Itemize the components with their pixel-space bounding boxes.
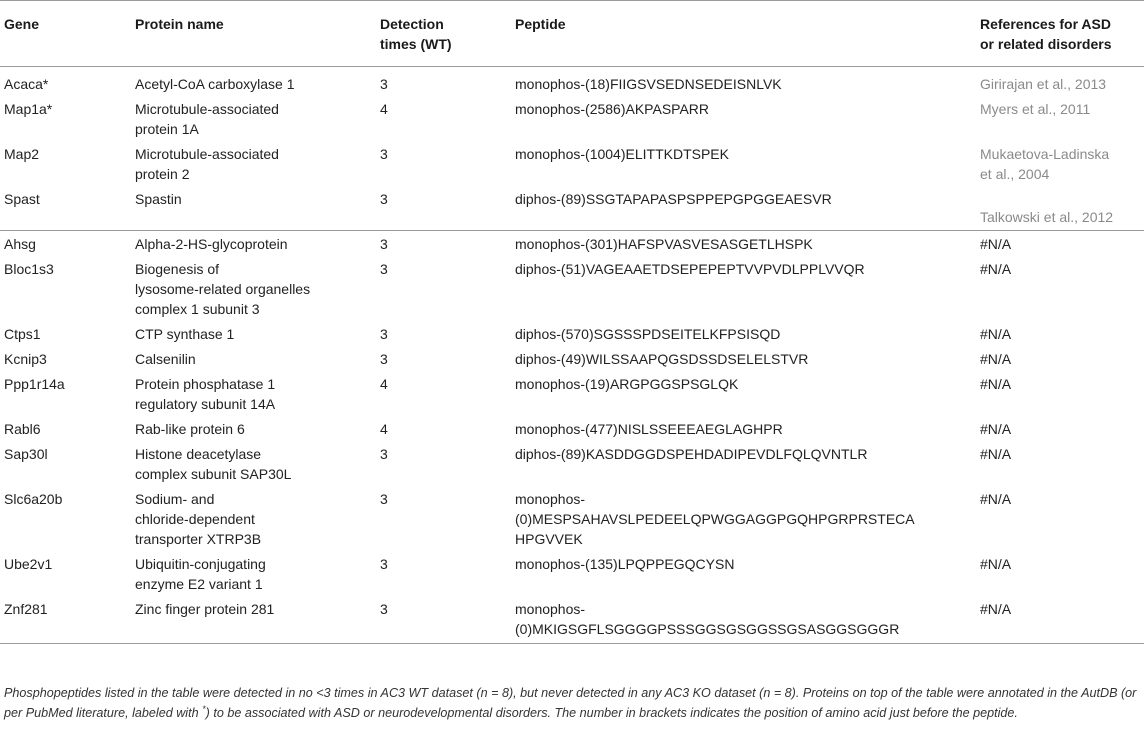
table-row (0, 371, 1144, 416)
table-row (0, 441, 1144, 486)
protein-name-line: CTP synthase 1 (135, 326, 235, 342)
detection-times-cell (380, 96, 515, 141)
reference-cell (980, 441, 1144, 486)
header-gene (0, 1, 135, 67)
protein-name-line: Spastin (135, 191, 182, 207)
protein-name-line: Rab-like protein 6 (135, 421, 245, 437)
protein-name-cell (135, 186, 380, 231)
footnote-asterisk: * (202, 703, 206, 714)
reference-cell (980, 321, 1144, 346)
protein-name-line: Calsenilin (135, 351, 196, 367)
reference-line: Talkowski et al., 2012 (980, 209, 1114, 225)
reference-line: #N/A (980, 236, 1012, 252)
detection-times-cell (380, 186, 515, 231)
protein-name-line: Alpha-2-HS-glycoprotein (135, 236, 288, 252)
gene-text: Ahsg (4, 236, 36, 252)
detection-times-text: 4 (380, 421, 388, 437)
gene-text: Kcnip3 (4, 351, 47, 367)
gene-text: Slc6a20b (4, 491, 63, 507)
gene-text: Znf281 (4, 601, 48, 617)
gene-cell (0, 67, 135, 97)
protein-name-cell (135, 416, 380, 441)
table-row (0, 96, 1144, 141)
gene-cell (0, 321, 135, 346)
protein-name-line: complex subunit SAP30L (135, 466, 292, 482)
protein-name-line: Biogenesis of (135, 261, 220, 277)
reference-line: #N/A (980, 326, 1012, 342)
protein-name-cell (135, 551, 380, 596)
protein-name-line: Protein phosphatase 1 (135, 376, 276, 392)
protein-name-line: chloride-dependent (135, 511, 255, 527)
header-protein-text: Protein name (135, 16, 224, 32)
peptide-cell (515, 186, 980, 231)
protein-name-line: Histone deacetylase (135, 446, 262, 462)
peptide-cell (515, 551, 980, 596)
detection-times-cell (380, 321, 515, 346)
reference-line: et al., 2004 (980, 166, 1050, 182)
header-peptide-text: Peptide (515, 16, 566, 32)
protein-name-line: Microtubule-associated (135, 101, 279, 117)
peptide-line: diphos-(89)KASDDGGDSPEHDADIPEVDLFQLQVNTLR (515, 446, 868, 462)
reference-cell (980, 67, 1144, 97)
peptide-cell (515, 96, 980, 141)
gene-text: Map1a* (4, 101, 53, 117)
protein-name-line: Microtubule-associated (135, 146, 279, 162)
reference-cell (980, 96, 1144, 141)
reference-line: Mukaetova-Ladinska (980, 146, 1110, 162)
gene-cell (0, 96, 135, 141)
reference-line: #N/A (980, 491, 1012, 507)
protein-name-line: Sodium- and (135, 491, 215, 507)
gene-text: Sap30l (4, 446, 48, 462)
detection-times-text: 3 (380, 236, 388, 252)
gene-text: Ppp1r14a (4, 376, 65, 392)
reference-line: #N/A (980, 421, 1012, 437)
table-footnote (4, 683, 1140, 723)
header-ref-line1: References for ASD (980, 16, 1111, 32)
detection-times-text: 3 (380, 191, 388, 207)
table-row (0, 346, 1144, 371)
detection-times-cell (380, 416, 515, 441)
detection-times-text: 4 (380, 101, 388, 117)
detection-times-text: 3 (380, 556, 388, 572)
gene-text: Map2 (4, 146, 40, 162)
footnote-text-part1: Phosphopeptides listed in the table were detected in no <3 times in AC3 WT dataset (n = 8), but never detected in any AC3 KO dataset (n = 8). Proteins on top of the table were annotated in the AutDB (or per PubMed literature, labeled with (4, 686, 1137, 720)
reference-cell (980, 371, 1144, 416)
peptide-cell (515, 231, 980, 257)
reference-cell (980, 186, 1144, 231)
protein-name-cell (135, 371, 380, 416)
detection-times-cell (380, 346, 515, 371)
table-row (0, 551, 1144, 596)
peptide-line: monophos- (515, 601, 586, 617)
protein-name-line: regulatory subunit 14A (135, 396, 276, 412)
reference-cell (980, 141, 1144, 186)
reference-cell (980, 416, 1144, 441)
detection-times-text: 3 (380, 446, 388, 462)
protein-name-line: Ubiquitin-conjugating (135, 556, 266, 572)
detection-times-text: 4 (380, 376, 388, 392)
protein-name-cell (135, 486, 380, 551)
peptide-line: diphos-(570)SGSSSPDSEITELKFPSISQD (515, 326, 781, 342)
header-references (980, 1, 1144, 67)
peptide-cell (515, 371, 980, 416)
table-row (0, 256, 1144, 321)
detection-times-cell (380, 256, 515, 321)
reference-cell (980, 551, 1144, 596)
protein-name-line: protein 2 (135, 166, 190, 182)
protein-name-cell (135, 346, 380, 371)
protein-name-cell (135, 141, 380, 186)
peptide-line: (0)MKIGSGFLSGGGGPSSSGGSGSGGSSGSASGGSGGGR (515, 621, 900, 637)
protein-name-cell (135, 67, 380, 97)
reference-cell (980, 596, 1144, 644)
header-detection-line1: Detection (380, 16, 444, 32)
table-body (0, 67, 1144, 644)
peptide-cell (515, 67, 980, 97)
detection-times-text: 3 (380, 261, 388, 277)
detection-times-cell (380, 371, 515, 416)
gene-cell (0, 346, 135, 371)
peptide-line: monophos-(19)ARGPGGSPSGLQK (515, 376, 739, 392)
gene-cell (0, 231, 135, 257)
protein-name-cell (135, 596, 380, 644)
peptide-cell (515, 441, 980, 486)
gene-text: Ctps1 (4, 326, 41, 342)
detection-times-text: 3 (380, 76, 388, 92)
reference-cell (980, 486, 1144, 551)
protein-name-cell (135, 256, 380, 321)
protein-name-line: Zinc finger protein 281 (135, 601, 275, 617)
protein-name-line: lysosome-related organelles (135, 281, 311, 297)
gene-text: Ube2v1 (4, 556, 53, 572)
table-row (0, 67, 1144, 97)
table-row (0, 596, 1144, 644)
detection-times-text: 3 (380, 351, 388, 367)
detection-times-cell (380, 67, 515, 97)
gene-cell (0, 441, 135, 486)
detection-times-cell (380, 486, 515, 551)
protein-name-line: complex 1 subunit 3 (135, 301, 260, 317)
detection-times-text: 3 (380, 601, 388, 617)
protein-name-line: transporter XTRP3B (135, 531, 262, 547)
table-row (0, 231, 1144, 257)
header-row (0, 1, 1144, 67)
gene-text: Bloc1s3 (4, 261, 54, 277)
footnote-text-part2: ) to be associated with ASD or neurodevelopmental disorders. The number in brackets indicates the position of amino acid just before the peptide. (205, 706, 1018, 720)
peptide-line: (0)MESPSAHAVSLPEDEELQPWGGAGGPGQHPGRPRSTECA (515, 511, 915, 527)
detection-times-text: 3 (380, 146, 388, 162)
peptide-cell (515, 486, 980, 551)
peptide-line: monophos-(1004)ELITTKDTSPEK (515, 146, 729, 162)
header-protein-name (135, 1, 380, 67)
peptide-line: monophos-(18)FIIGSVSEDNSEDEISNLVK (515, 76, 782, 92)
table-row (0, 141, 1144, 186)
detection-times-cell (380, 551, 515, 596)
reference-cell (980, 256, 1144, 321)
gene-cell (0, 256, 135, 321)
peptide-line: diphos-(89)SSGTAPAPASPSPPEPGPGGEAESVR (515, 191, 832, 207)
peptide-cell (515, 416, 980, 441)
reference-line: #N/A (980, 351, 1012, 367)
gene-cell (0, 486, 135, 551)
table-header (0, 1, 1144, 67)
reference-line: #N/A (980, 446, 1012, 462)
protein-name-cell (135, 96, 380, 141)
detection-times-text: 3 (380, 326, 388, 342)
peptide-line: HPGVVEK (515, 531, 583, 547)
protein-name-line: Acetyl-CoA carboxylase 1 (135, 76, 295, 92)
detection-times-cell (380, 441, 515, 486)
header-gene-text: Gene (4, 16, 40, 32)
gene-cell (0, 141, 135, 186)
reference-line: #N/A (980, 601, 1012, 617)
reference-cell (980, 346, 1144, 371)
peptide-line: monophos-(301)HAFSPVASVESASGETLHSPK (515, 236, 813, 252)
peptide-cell (515, 596, 980, 644)
table-row (0, 416, 1144, 441)
header-peptide (515, 1, 980, 67)
header-detection-line2: times (WT) (380, 36, 452, 52)
gene-cell (0, 371, 135, 416)
header-detection-times (380, 1, 515, 67)
table-row (0, 321, 1144, 346)
table-row (0, 186, 1144, 231)
detection-times-cell (380, 141, 515, 186)
detection-times-cell (380, 596, 515, 644)
protein-name-cell (135, 321, 380, 346)
reference-line: #N/A (980, 376, 1012, 392)
protein-name-cell (135, 231, 380, 257)
peptide-cell (515, 141, 980, 186)
table-row (0, 486, 1144, 551)
peptide-line: monophos-(135)LPQPPEGQCYSN (515, 556, 735, 572)
peptide-line: diphos-(49)WILSSAAPQGSDSSDSELELSTVR (515, 351, 809, 367)
peptide-cell (515, 321, 980, 346)
gene-cell (0, 596, 135, 644)
peptide-line: monophos- (515, 491, 586, 507)
detection-times-cell (380, 231, 515, 257)
reference-cell (980, 231, 1144, 257)
peptide-cell (515, 346, 980, 371)
gene-text: Rabl6 (4, 421, 41, 437)
reference-line: Girirajan et al., 2013 (980, 76, 1107, 92)
reference-line: Myers et al., 2011 (980, 101, 1091, 117)
reference-line: #N/A (980, 261, 1012, 277)
peptide-line: monophos-(2586)AKPASPARR (515, 101, 710, 117)
reference-line: #N/A (980, 556, 1012, 572)
peptide-line: diphos-(51)VAGEAAETDSEPEPEPTVVPVDLPPLVVQR (515, 261, 865, 277)
gene-text: Acaca* (4, 76, 49, 92)
gene-text: Spast (4, 191, 40, 207)
protein-name-line: enzyme E2 variant 1 (135, 576, 263, 592)
gene-cell (0, 416, 135, 441)
protein-name-line: protein 1A (135, 121, 199, 137)
peptide-line: monophos-(477)NISLSSEEEAEGLAGHPR (515, 421, 783, 437)
gene-cell (0, 186, 135, 231)
header-ref-line2: or related disorders (980, 36, 1112, 52)
peptide-cell (515, 256, 980, 321)
protein-name-cell (135, 441, 380, 486)
gene-cell (0, 551, 135, 596)
detection-times-text: 3 (380, 491, 388, 507)
